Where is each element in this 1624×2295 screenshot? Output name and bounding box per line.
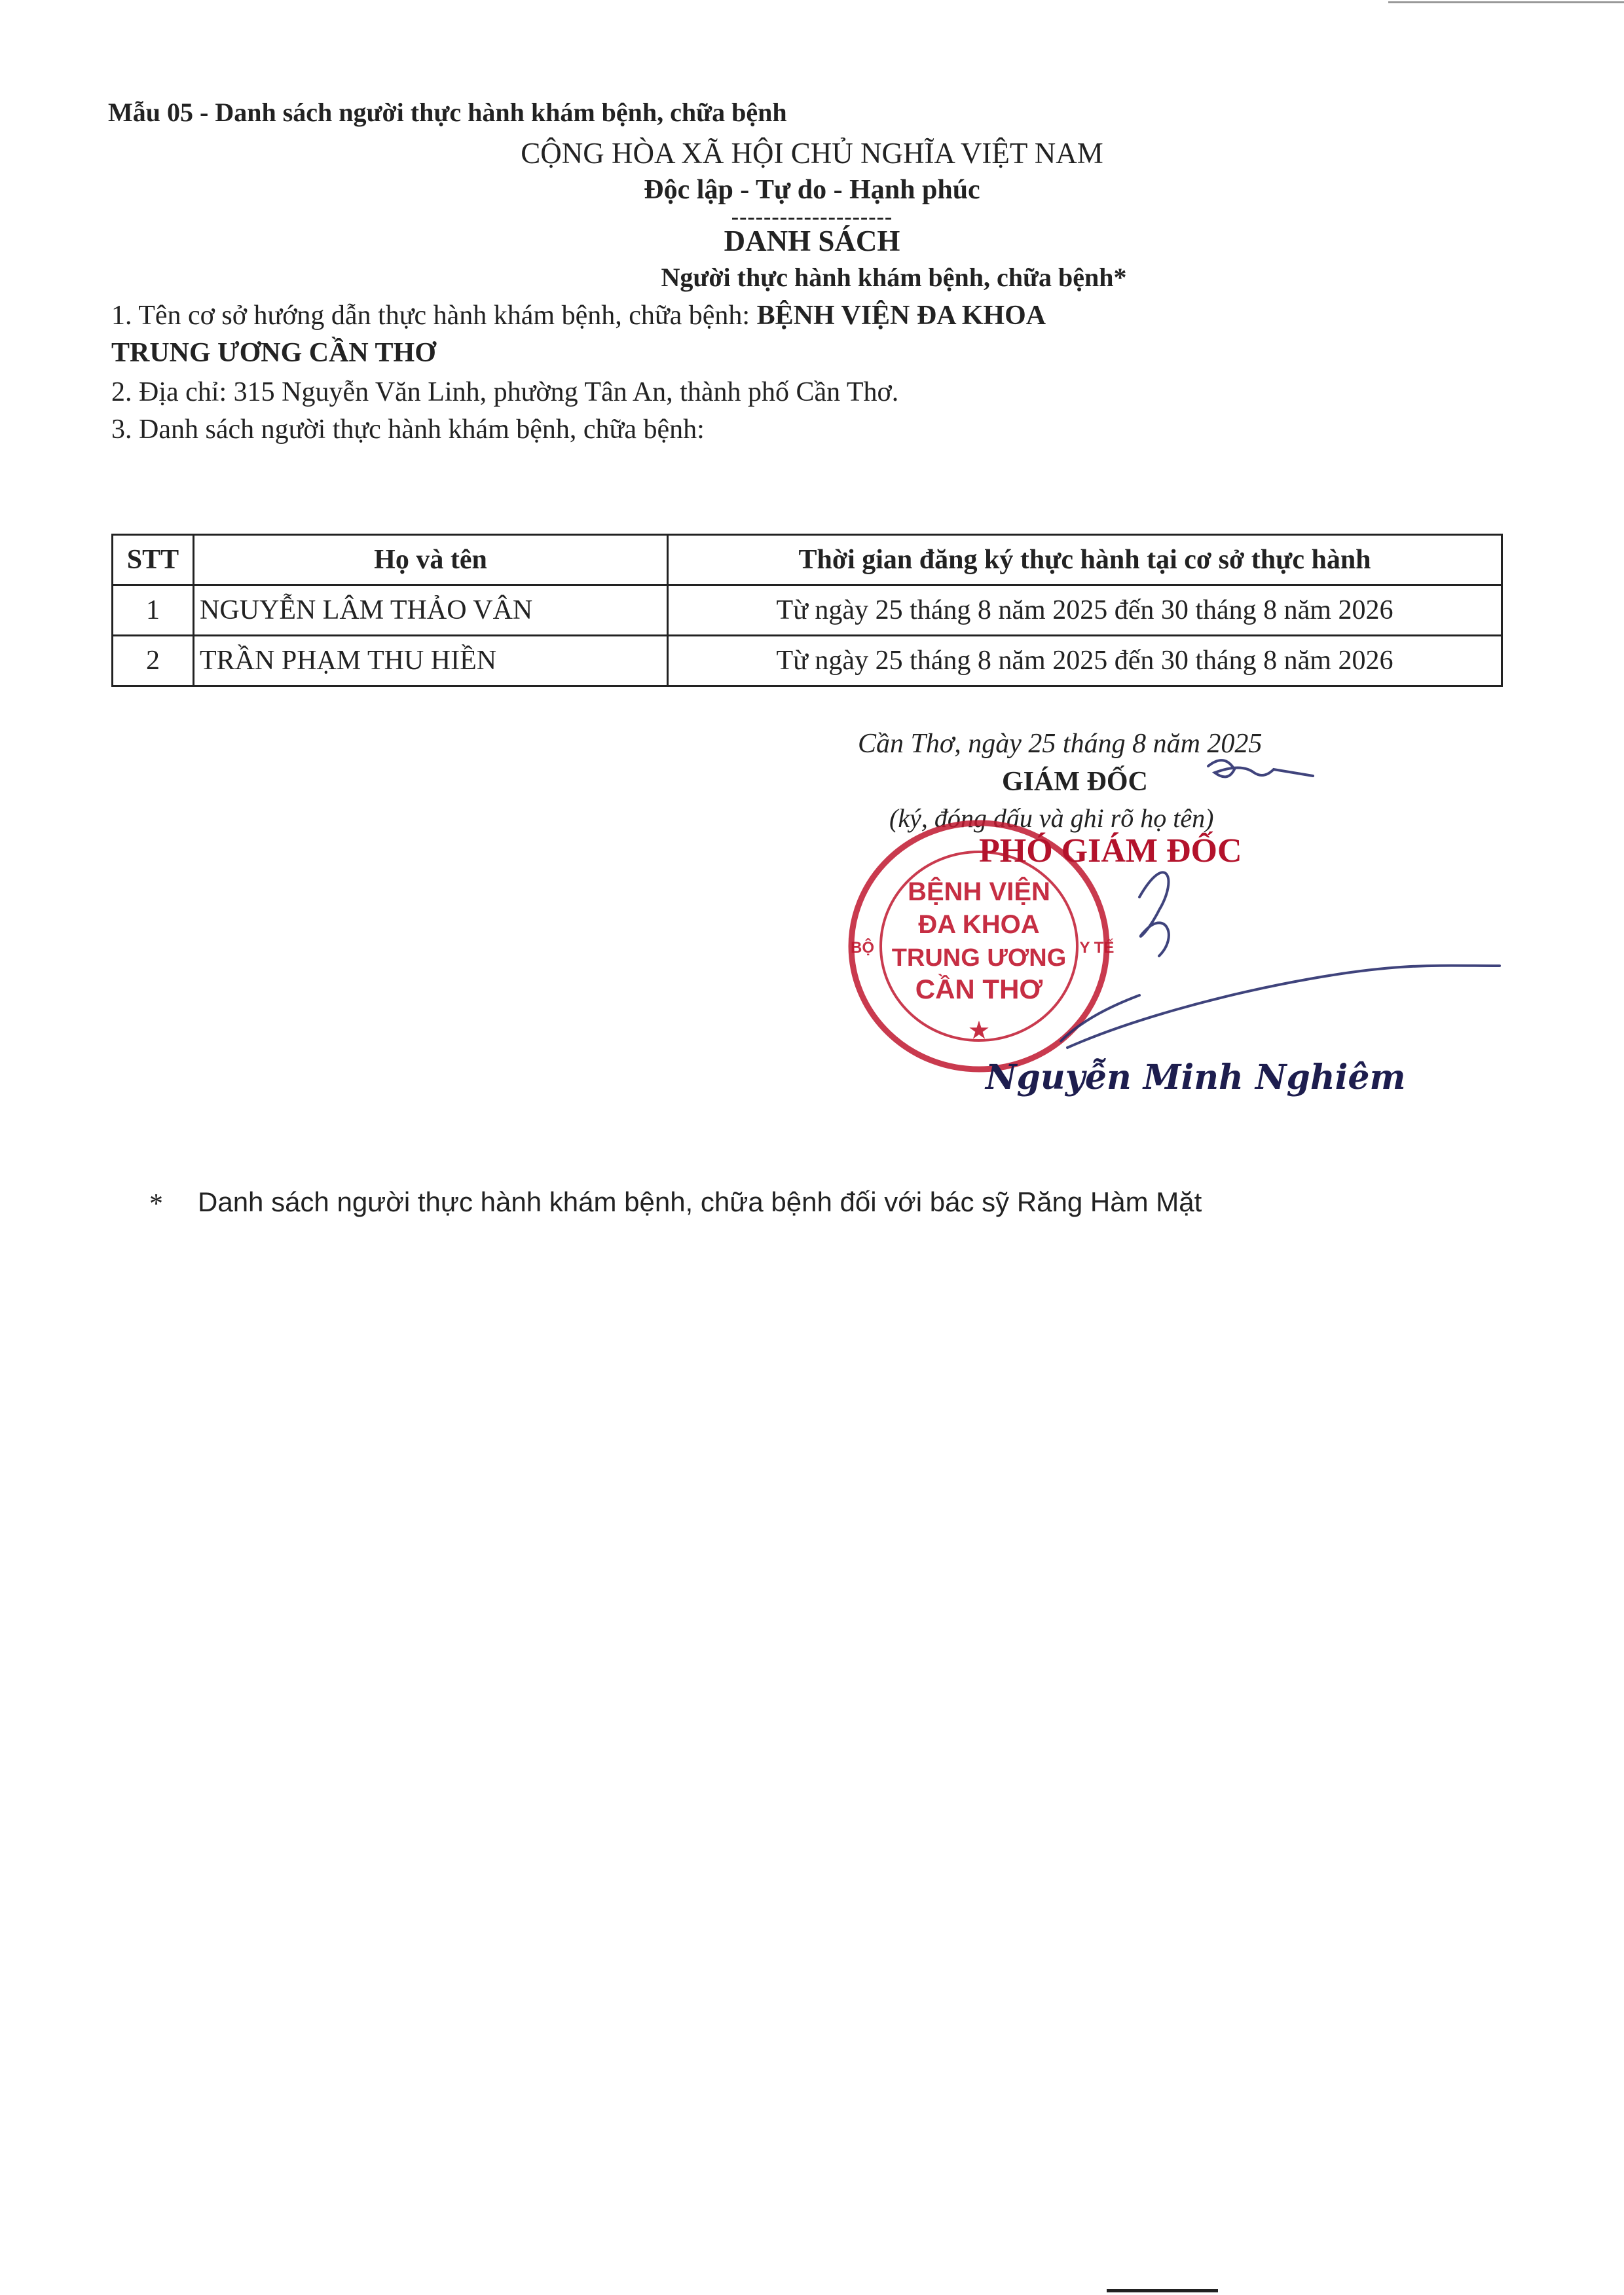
column-header-name: Họ và tên: [194, 535, 668, 585]
document-subtitle: Người thực hành khám bệnh, chữa bệnh*: [661, 263, 1127, 292]
stamp-line-3: TRUNG ƯƠNG: [891, 944, 1067, 972]
table-row: [113, 585, 1502, 636]
column-header-period: Thời gian đăng ký thực hành tại cơ sở thực hành: [668, 535, 1502, 585]
info-list-heading: 3. Danh sách người thực hành khám bệnh, chữa bệnh:: [111, 414, 705, 445]
scan-edge-mark: [1107, 2289, 1218, 2292]
cell-name: TRẦN PHẠM THU HIỀN: [194, 636, 668, 686]
cell-stt: 2: [113, 636, 194, 686]
info-facility-name: [111, 300, 1046, 331]
stamp-ring-left: BỘ: [851, 939, 874, 957]
deputy-director-stamp-title: PHÓ GIÁM ĐỐC: [979, 832, 1242, 870]
cell-stt: 1: [113, 585, 194, 636]
stamp-line-1: BỆNH VIỆN: [908, 877, 1050, 906]
signing-instruction: (ký, đóng dấu và ghi rõ họ tên): [889, 803, 1214, 833]
footnote-asterisk: *: [149, 1189, 163, 1219]
handwritten-signature: [851, 746, 1506, 1087]
stamp-line-2: ĐA KHOA: [918, 910, 1040, 939]
footnote-text: Danh sách người thực hành khám bệnh, chữa bệnh đối với bác sỹ Răng Hàm Mặt: [198, 1186, 1202, 1217]
signing-date: Cần Thơ, ngày 25 tháng 8 năm 2025: [858, 729, 1263, 759]
info-facility-label: 1. Tên cơ sở hướng dẫn thực hành khám bệnh, chữa bệnh:: [111, 301, 757, 331]
scan-edge-mark: [1388, 1, 1624, 3]
table-header-row: [113, 535, 1502, 585]
table-row: [113, 636, 1502, 686]
practitioner-table: [111, 534, 1503, 687]
info-address: 2. Địa chỉ: 315 Nguyễn Văn Linh, phường Tân An, thành phố Cần Thơ.: [111, 377, 899, 407]
cell-name: NGUYỄN LÂM THẢO VÂN: [194, 585, 668, 636]
signer-name: Nguyễn Minh Nghiêm: [986, 1057, 1406, 1097]
stamp-ring-right: Y TẾ: [1079, 939, 1115, 957]
cell-period: Từ ngày 25 tháng 8 năm 2025 đến 30 tháng 8 năm 2026: [668, 636, 1502, 686]
info-facility-value-line2: TRUNG ƯƠNG CẦN THƠ: [111, 338, 436, 368]
stamp-line-4: CẦN THƠ: [915, 974, 1043, 1004]
document-title: DANH SÁCH: [724, 225, 900, 257]
column-header-stt: STT: [113, 535, 194, 585]
header-divider: --------------------: [731, 205, 893, 229]
info-facility-value: BỆNH VIỆN ĐA KHOA: [756, 301, 1046, 331]
national-title: CỘNG HÒA XÃ HỘI CHỦ NGHĨA VIỆT NAM: [521, 137, 1103, 170]
national-motto: Độc lập - Tự do - Hạnh phúc: [644, 175, 980, 205]
cell-period: Từ ngày 25 tháng 8 năm 2025 đến 30 tháng 8 năm 2026: [668, 585, 1502, 636]
stamp-star-icon: ★: [969, 1018, 989, 1043]
signer-position: GIÁM ĐỐC: [1002, 767, 1148, 797]
form-code: Mẫu 05 - Danh sách người thực hành khám bệnh, chữa bệnh: [108, 98, 787, 127]
